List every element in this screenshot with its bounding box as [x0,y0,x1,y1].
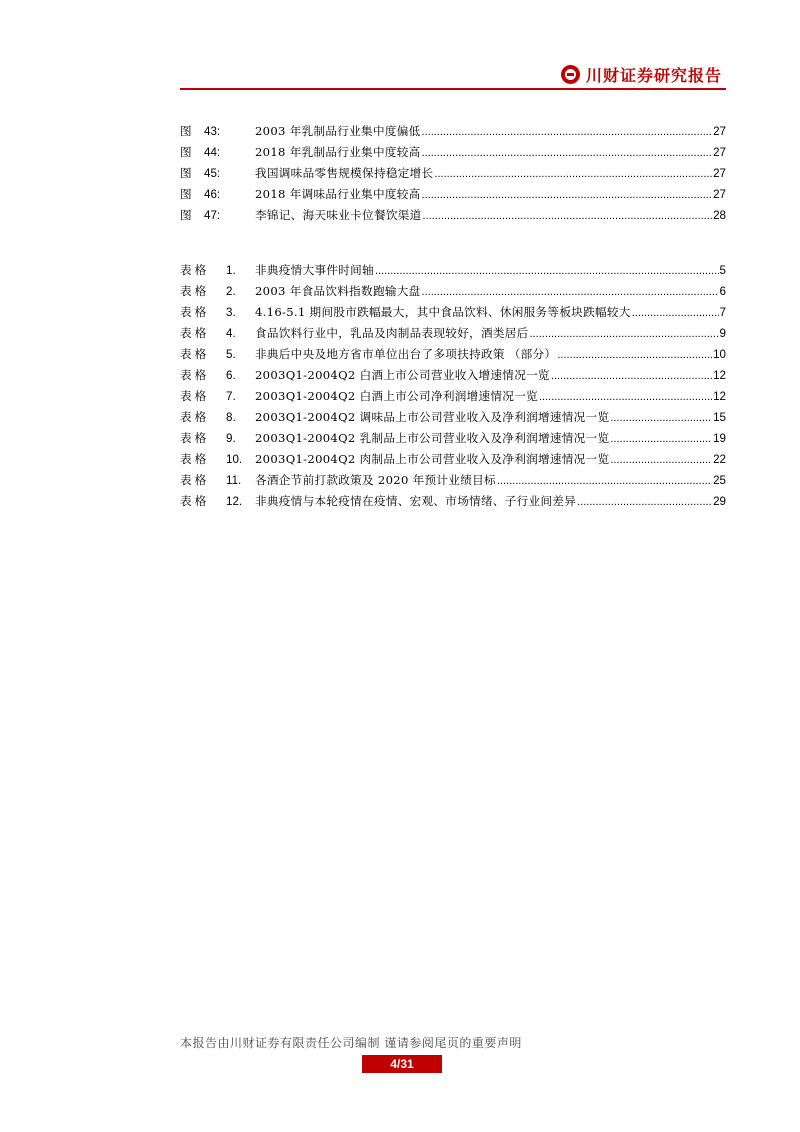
entry-title: 2018 年调味品行业集中度较高 [255,187,421,201]
entry-label: 表格 [180,263,210,277]
toc-entry-table-7[interactable] [180,388,726,409]
entry-number: 45: [204,167,221,180]
entry-page: 5 [719,264,726,277]
entry-label: 表格 [180,347,210,361]
entry-number: 1. [226,264,236,277]
dot-leader [434,168,712,180]
entry-number: 3. [226,306,236,319]
entry-label: 表格 [180,431,210,445]
entry-title: 食品饮料行业中，乳品及肉制品表现较好，酒类居后 [255,326,529,340]
entry-number: 9. [226,432,236,445]
entry-title: 李锦记、海天味业卡位餐饮渠道 [255,208,422,222]
entry-page: 27 [713,146,726,159]
entry-label: 表格 [180,473,210,487]
dot-leader [632,307,719,319]
entry-label: 表格 [180,326,210,340]
entry-title: 2003Q1-2004Q2 调味品上市公司营业收入及净利润增速情况一览 [255,410,610,424]
toc-entry-table-4[interactable] [180,325,726,346]
entry-page: 9 [719,327,726,340]
toc-entry-table-12[interactable] [180,493,726,514]
entry-page: 6 [719,285,726,298]
entry-number: 43: [204,125,221,138]
entry-label: 表格 [180,368,210,382]
toc-entry-table-3[interactable] [180,304,726,325]
dot-leader [610,454,712,466]
dot-leader [422,189,713,201]
entry-title: 2003Q1-2004Q2 白酒上市公司净利润增速情况一览 [255,389,538,403]
toc-entry-table-2[interactable] [180,283,726,304]
toc-entry-table-8[interactable] [180,409,726,430]
dot-leader [423,210,713,222]
toc-entry-figure-43[interactable] [180,123,726,144]
entry-title: 2018 年乳制品行业集中度较高 [255,145,421,159]
entry-number: 8. [226,411,236,424]
entry-number: 5. [226,348,236,361]
entry-number: 4. [226,327,236,340]
logo-icon [561,65,580,84]
dot-leader [497,475,712,487]
entry-label: 图 [180,187,200,201]
toc-entry-figure-47[interactable] [180,207,726,228]
dot-leader [610,412,712,424]
entry-label: 表格 [180,452,210,466]
entry-number: 10. [226,453,243,466]
entry-label: 图 [180,124,200,138]
entry-page: 25 [713,474,726,487]
entry-page: 27 [713,188,726,201]
entry-page: 27 [713,167,726,180]
entry-title: 2003 年食品饮料指数跑输大盘 [255,284,421,298]
entry-label: 表格 [180,305,210,319]
dot-leader [375,265,719,277]
dot-leader [557,349,712,361]
page-number: 4/31 [362,1055,442,1073]
dot-leader [551,370,712,382]
entry-number: 46: [204,188,221,201]
entry-label: 表格 [180,284,210,298]
toc-entry-figure-44[interactable] [180,144,726,165]
entry-title: 我国调味品零售规模保持稳定增长 [255,166,434,180]
entry-page: 10 [713,348,726,361]
entry-title: 非典后中央及地方省市单位出台了多项扶持政策 （部分） [255,347,557,361]
entry-title: 2003Q1-2004Q2 肉制品上市公司营业收入及净利润增速情况一览 [255,452,610,466]
entry-page: 28 [713,209,726,222]
entry-title: 2003 年乳制品行业集中度偏低 [255,124,421,138]
entry-number: 12. [226,495,243,508]
entry-title: 各酒企节前打款政策及 2020 年预计业绩目标 [255,473,496,487]
entry-number: 2. [226,285,236,298]
entry-page: 19 [713,432,726,445]
entry-number: 6. [226,369,236,382]
entry-title: 非典疫情与本轮疫情在疫情、宏观、市场情绪、子行业间差异 [255,494,577,508]
entry-label: 图 [180,208,200,222]
toc-entry-table-5[interactable] [180,346,726,367]
toc-entry-table-10[interactable] [180,451,726,472]
toc-entry-table-9[interactable] [180,430,726,451]
entry-page: 27 [713,125,726,138]
dot-leader [422,286,719,298]
dot-leader [577,496,712,508]
entry-page: 7 [719,306,726,319]
entry-label: 图 [180,166,200,180]
entry-page: 12 [713,369,726,382]
header-divider [180,88,726,90]
report-header [561,62,722,86]
header-title: 川财证券研究报告 [585,65,722,85]
toc-entry-table-6[interactable] [180,367,726,388]
entry-page: 22 [713,453,726,466]
entry-label: 表格 [180,389,210,403]
entry-title: 2003Q1-2004Q2 乳制品上市公司营业收入及净利润增速情况一览 [255,431,610,445]
entry-page: 12 [713,390,726,403]
entry-number: 47: [204,209,221,222]
dot-leader [539,391,712,403]
entry-page: 29 [713,495,726,508]
entry-title: 非典疫情大事件时间轴 [255,263,374,277]
entry-number: 11. [226,474,242,487]
entry-label: 图 [180,145,200,159]
figure-list [180,123,726,228]
entry-number: 44: [204,146,221,159]
entry-title: 2003Q1-2004Q2 白酒上市公司营业收入增速情况一览 [255,368,550,382]
toc-entry-figure-46[interactable] [180,186,726,207]
toc-entry-table-11[interactable] [180,472,726,493]
dot-leader [422,126,713,138]
entry-number: 7. [226,390,236,403]
entry-page: 15 [713,411,726,424]
dot-leader [422,147,713,159]
dot-leader [530,328,719,340]
entry-title: 4.16-5.1 期间股市跌幅最大，其中食品饮料、休闲服务等板块跌幅较大 [255,305,631,319]
entry-label: 表格 [180,410,210,424]
table-list [180,262,726,514]
footer-statement: 本报告由川财证券有限责任公司编制 谨请参阅尾页的重要声明 [180,1036,522,1050]
dot-leader [610,433,712,445]
entry-label: 表格 [180,494,210,508]
toc-entry-figure-45[interactable] [180,165,726,186]
toc-entry-table-1[interactable] [180,262,726,283]
